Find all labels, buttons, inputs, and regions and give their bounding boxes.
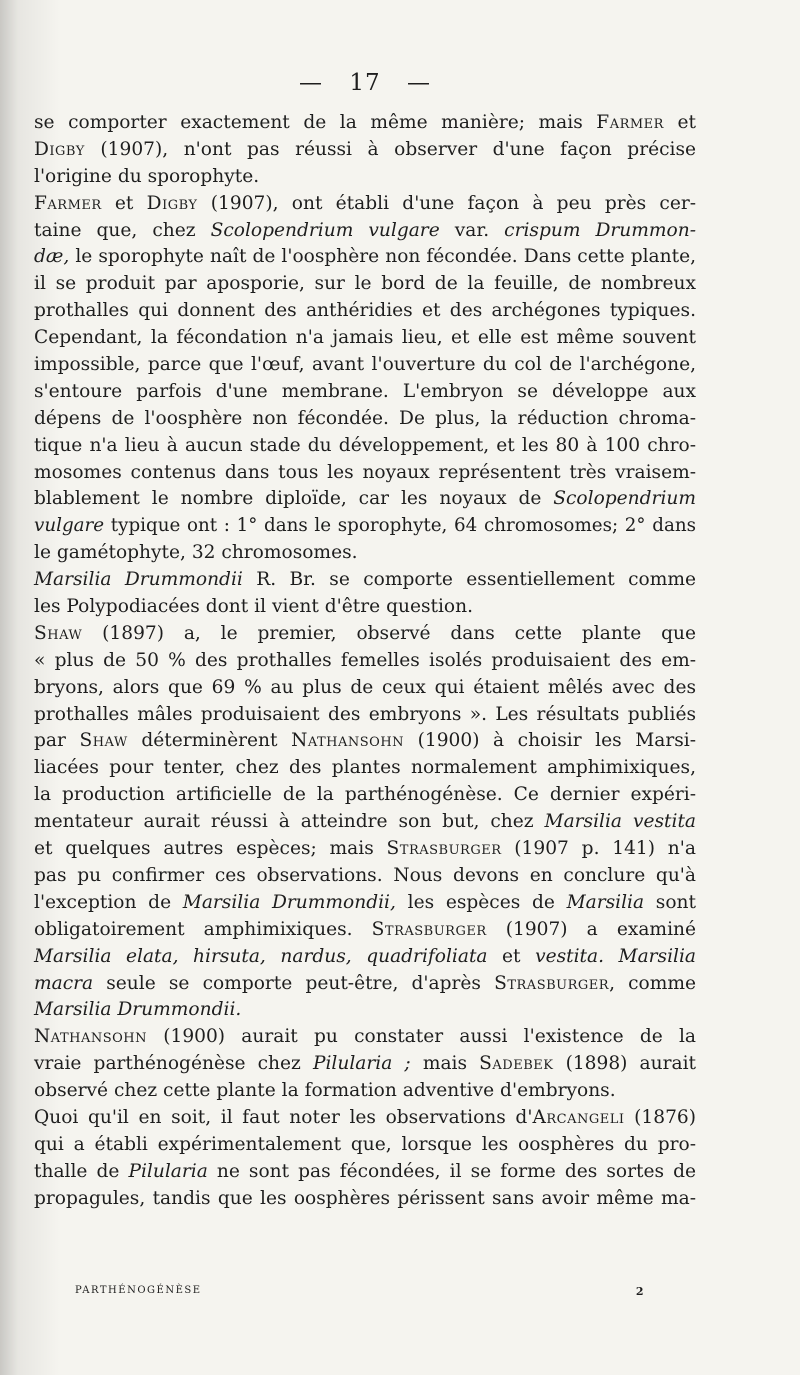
italic-term: macra: [34, 972, 94, 994]
text-line: [34, 890, 696, 917]
text-run: obligatoirement amphimixiques.: [34, 918, 372, 940]
text-line: [34, 1024, 696, 1051]
text-run: (1876): [624, 1106, 696, 1128]
text-line: [34, 137, 696, 164]
text-run: thalle de: [34, 1160, 129, 1182]
text-run: sont: [644, 891, 696, 913]
text-run: seule se comporte peut-être, d'après: [93, 972, 495, 994]
text-line: [34, 917, 696, 944]
italic-term: Scolopendrium vulgare: [210, 219, 440, 241]
text-run: tique n'a lieu à aucun stade du développement, et les 80 à 100 chro-: [34, 434, 696, 456]
text-run: R. Br. se comporte essentiellement comme: [242, 569, 696, 591]
text-line: [34, 513, 696, 540]
text-line: [34, 1078, 696, 1105]
text-run: (1900) à choisir les Marsi-: [404, 730, 696, 752]
italic-term: Marsilia Drummondii: [34, 569, 243, 591]
text-run: var.: [439, 219, 505, 241]
text-run: par: [34, 730, 80, 752]
italic-term: Scolopendrium: [553, 488, 696, 510]
author-name: Nathansohn: [34, 1026, 147, 1048]
italic-term: vestita. Marsilia: [535, 945, 697, 967]
italic-term: Pilularia: [128, 1160, 208, 1182]
text-line: [34, 944, 696, 971]
text-run: propagules, tandis que les oosphères périssent sans avoir même ma-: [34, 1187, 696, 1209]
text-run: impossible, parce que l'œuf, avant l'ouverture du col de l'archégone,: [34, 354, 696, 376]
author-name: Sadebek: [479, 1053, 554, 1075]
text-run: il se produit par aposporie, sur le bord de la feuille, de nombreux: [34, 273, 696, 295]
author-name: Farmer: [596, 112, 664, 133]
text-run: mosomes contenus dans tous les noyaux représentent très vraisem-: [34, 461, 696, 483]
text-line: [34, 648, 696, 675]
text-run: (1907) a examiné: [486, 918, 696, 940]
text-run: bryons, alors que 69 % au plus de ceux qui étaient mêlés avec des: [34, 676, 696, 698]
author-name: Farmer: [34, 192, 102, 214]
text-run: et quelques autres espèces; mais: [34, 838, 387, 860]
text-line: [34, 567, 696, 594]
text-run: les espèces de: [395, 891, 567, 913]
text-run: l'exception de: [34, 891, 183, 913]
text-run: Cependant, la fécondation n'a jamais lieu, et elle est même souvent: [34, 327, 696, 349]
text-run: ne sont pas fécondées, il se forme des sortes de: [207, 1160, 696, 1182]
italic-term: Marsilia Drummondii.: [34, 999, 242, 1021]
page-number: 17: [349, 70, 381, 96]
text-run: dépens de l'oosphère non fécondée. De plus, la réduction chroma-: [34, 407, 696, 429]
text-run: le sporophyte naît de l'oosphère non fécondée. Dans cette plante,: [69, 246, 696, 268]
text-line: [34, 433, 696, 460]
author-name: Shaw: [34, 622, 83, 644]
author-name: Strasburger: [386, 838, 502, 860]
text-run: la production artificielle de la parthénogénèse. Ce dernier expéri-: [34, 784, 696, 806]
text-line: [34, 540, 696, 567]
text-run: (1907 p. 141) n'a: [501, 838, 696, 860]
text-run: (1897) a, le premier, observé dans cette plante que: [82, 622, 696, 644]
page-header: [0, 70, 730, 96]
text-line: [34, 460, 696, 487]
text-line: [34, 244, 696, 271]
text-run: , comme: [609, 972, 697, 994]
text-run: se comporter exactement de la même manière; mais: [34, 112, 597, 133]
italic-term: Marsilia: [566, 891, 645, 913]
text-line: [34, 218, 696, 245]
author-name: Arcangeli: [532, 1106, 625, 1128]
text-line: [34, 325, 696, 352]
text-run: prothalles mâles produisaient des embryons ». Les résultats publiés: [34, 703, 696, 725]
text-line: [34, 1186, 696, 1213]
text-line: [34, 728, 696, 755]
text-run: s'entoure parfois d'une membrane. L'embryon se développe aux: [34, 380, 696, 402]
author-name: Strasburger: [494, 972, 610, 994]
text-run: le gamétophyte, 32 chromosomes.: [34, 542, 358, 564]
page-footer: [75, 1285, 645, 1296]
text-line: [34, 406, 696, 433]
italic-term: Pilularia ;: [312, 1053, 411, 1075]
text-line: [34, 271, 696, 298]
text-line: [34, 971, 696, 998]
text-run: observé chez cette plante la formation adventive d'embryons.: [34, 1080, 616, 1102]
signature-mark: 2: [635, 1285, 645, 1298]
text-line: [34, 863, 696, 890]
text-line: [34, 379, 696, 406]
author-name: Shaw: [79, 730, 128, 752]
text-line: [34, 702, 696, 729]
text-run: les Polypodiacées dont il vient d'être question.: [34, 596, 473, 618]
body-text: [34, 110, 696, 1213]
text-line: [34, 352, 696, 379]
author-name: Digby: [146, 192, 198, 214]
text-line: [34, 621, 696, 648]
header-dash-right: —: [406, 70, 431, 96]
header-dash-left: —: [299, 70, 324, 96]
text-run: déterminèrent: [127, 730, 292, 752]
text-line: [34, 164, 696, 191]
text-line: [34, 298, 696, 325]
text-run: vraie parthénogénèse chez: [34, 1053, 313, 1075]
text-line: [34, 782, 696, 809]
text-run: taine que, chez: [34, 219, 211, 241]
text-line: [34, 110, 696, 137]
italic-term: vulgare: [34, 515, 105, 537]
text-line: [34, 809, 696, 836]
text-run: qui a établi expérimentalement que, lorsque les oosphères du pro-: [34, 1133, 696, 1155]
text-run: et: [487, 945, 536, 967]
text-line: [34, 1051, 696, 1078]
text-run: « plus de 50 % des prothalles femelles isolés produisaient des em-: [34, 649, 696, 671]
text-line: [34, 594, 696, 621]
text-run: Quoi qu'il en soit, il faut noter les observations d': [34, 1106, 533, 1128]
text-line: [34, 675, 696, 702]
text-run: (1898) aurait: [553, 1053, 696, 1075]
text-line: [34, 755, 696, 782]
author-name: Digby: [34, 138, 85, 160]
text-run: prothalles qui donnent des anthéridies et des archégones typiques.: [34, 300, 696, 322]
text-line: [34, 997, 696, 1024]
text-line: [34, 1132, 696, 1159]
text-run: l'origine du sporophyte.: [34, 165, 260, 187]
text-run: (1900) aurait pu constater aussi l'existence de la: [147, 1026, 696, 1048]
author-name: Strasburger: [371, 918, 487, 940]
text-run: typique ont : 1° dans le sporophyte, 64 chromosomes; 2° dans: [104, 515, 696, 537]
text-run: blablement le nombre diploïde, car les noyaux de: [34, 488, 554, 510]
text-run: et: [663, 112, 696, 133]
text-line: [34, 1159, 696, 1186]
italic-term: Marsilia vestita: [544, 811, 696, 833]
text-run: pas pu confirmer ces observations. Nous devons en conclure qu'à: [34, 864, 696, 886]
text-run: (1907), ont établi d'une façon à peu près cer-: [197, 192, 697, 214]
text-run: liacées pour tenter, chez des plantes normalement amphimixiques,: [34, 757, 696, 779]
text-run: et: [101, 192, 147, 214]
italic-term: dæ,: [34, 246, 70, 268]
text-line: [34, 486, 696, 513]
text-line: [34, 191, 696, 218]
text-run: mentateur aurait réussi à atteindre son but, chez: [34, 811, 545, 833]
italic-term: Marsilia Drummondii,: [182, 891, 396, 913]
text-run: (1907), n'ont pas réussi à observer d'une façon précise: [84, 138, 696, 160]
text-run: mais: [410, 1053, 480, 1075]
italic-term: crispum Drummon-: [504, 219, 696, 241]
text-line: [34, 1105, 696, 1132]
text-line: [34, 836, 696, 863]
author-name: Nathansohn: [291, 730, 405, 752]
italic-term: Marsilia elata, hirsuta, nardus, quadrifoliata: [34, 945, 488, 967]
signature-title: PARTHÉNOGÉNÈSE: [75, 1285, 202, 1296]
